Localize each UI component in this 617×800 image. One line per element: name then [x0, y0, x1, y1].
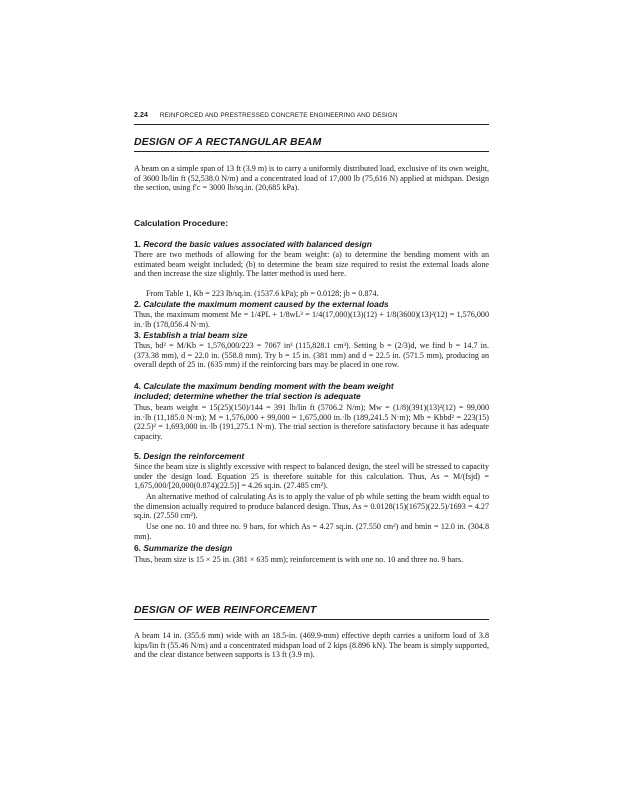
step-paragraph: Thus, bd² = M/Kb = 1,576,000/223 = 7067 in³ (115,828.1 cm³). Setting b = (2/3)d, we find b = 14.7 in. (373.38 mm), d = 22.0 in. (558.8 mm). Try b = 15 in. (381 mm) and d = 22.5 in. (571.5 mm), producing an overall depth of 25 in. (635 mm) if the reinforcing bars may be placed in one row.	[134, 341, 489, 370]
running-header	[134, 112, 489, 119]
step-title: Calculate the maximum moment caused by the external loads	[143, 299, 389, 309]
step-heading	[134, 331, 489, 341]
step-number: 6.	[134, 543, 141, 553]
step-paragraph: There are two methods of allowing for the beam weight: (a) to determine the bending moment with an estimated beam weight included; (b) to determine the beam size required to resist the external loads alone and then increase the size slightly. The latter method is used here.	[134, 250, 489, 279]
section-title-rule	[134, 619, 489, 620]
step-heading	[134, 544, 489, 554]
step-paragraph: Thus, beam weight = 15(25)(150)/144 = 391 lb/lin ft (5706.2 N/m); Mw = (1/8)(391)(13)²(12) = 99,000 in.·lb (11,185.0 N·m); M = 1,576,000 + 99,000 = 1,675,000 in.·lb (189,241.5 N·m); Mb = Kbbd² = 223(15)(22.5)² = 1,693,000 in.·lb (191,275.1 N·m). The trial section is therefore satisfactory because it has adequate capacity.	[134, 403, 489, 441]
step-paragraph: Use one no. 10 and three no. 9 bars, for which As = 4.27 sq.in. (27.550 cm²) and bmin = 12.0 in. (304.8 mm).	[134, 522, 489, 541]
step-title: Design the reinforcement	[143, 451, 245, 461]
step-heading	[134, 382, 489, 402]
step-number: 4.	[134, 381, 141, 391]
calculation-heading: Calculation Procedure:	[134, 218, 229, 228]
step-title: Establish a trial beam size	[143, 330, 248, 340]
section-title: DESIGN OF A RECTANGULAR BEAM	[134, 136, 322, 148]
step-number: 3.	[134, 330, 141, 340]
step-paragraph: From Table 1, Kb = 223 lb/sq.in. (1537.6 kPa); pb = 0.0128; jb = 0.874.	[146, 289, 379, 298]
section-title-rule	[134, 151, 489, 152]
step-number: 2.	[134, 299, 141, 309]
section-title: DESIGN OF WEB REINFORCEMENT	[134, 604, 317, 616]
step-paragraph: Thus, beam size is 15 × 25 in. (381 × 635 mm); reinforcement is with one no. 10 and three no. 9 bars.	[134, 555, 463, 564]
problem-statement: A beam 14 in. (355.6 mm) wide with an 18.5-in. (469.9-mm) effective depth carries a uniform load of 3.8 kips/lin ft (55.46 N/m) and a concentrated midspan load of 2 kips (8.896 kN). The beam is simply supported, and the clear distance between supports is 13 ft (3.9 m).	[134, 631, 489, 660]
step-title: Summarize the design	[143, 543, 233, 553]
step-paragraph: Since the beam size is slightly excessive with respect to balanced design, the steel will be stressed to capacity under the design load. Equation 25 is therefore suitable for this calculation. Thus, As = M/(fsjd) = 1,675,000/[20,000(0.874)(22.5)] = 4.26 sq.in. (27.485 cm²).	[134, 462, 489, 491]
step-heading	[134, 452, 489, 462]
step-paragraph: An alternative method of calculating As is to apply the value of pb while setting the beam width equal to the dimension actually required to produce balanced design. Thus, As = 0.0128(15)(1675)(22.5)/1693 = 4.27 sq.in. (27.550 cm²).	[134, 492, 489, 521]
step-heading	[134, 240, 489, 250]
step-number: 5.	[134, 451, 141, 461]
step-number: 1.	[134, 239, 141, 249]
step-paragraph: Thus, the maximum moment Me = 1/4PL + 1/8wL² = 1/4(17,000)(13)(12) + 1/8(3600)(13)²(12) = 1,576,000 in.·lb (178,056.4 N·m).	[134, 310, 489, 329]
step-title: Calculate the maximum bending moment with the beam weight	[143, 381, 394, 391]
step-title: Record the basic values associated with balanced design	[143, 239, 372, 249]
problem-statement: A beam on a simple span of 13 ft (3.9 m) is to carry a uniformly distributed load, exclusive of its own weight, of 3600 lb/lin ft (52,538.0 N/m) and a concentrated load of 17,000 lb (75,616 N) applied at midspan. Design the section, using f′c = 3000 lb/sq.in. (20,685 kPa).	[134, 164, 489, 193]
step-title-continued: included; determine whether the trial section is adequate	[134, 390, 361, 401]
step-heading	[134, 300, 489, 310]
header-rule	[134, 124, 489, 125]
running-title: REINFORCED AND PRESTRESSED CONCRETE ENGINEERING AND DESIGN	[159, 112, 398, 119]
page-number: 2.24	[134, 112, 149, 119]
